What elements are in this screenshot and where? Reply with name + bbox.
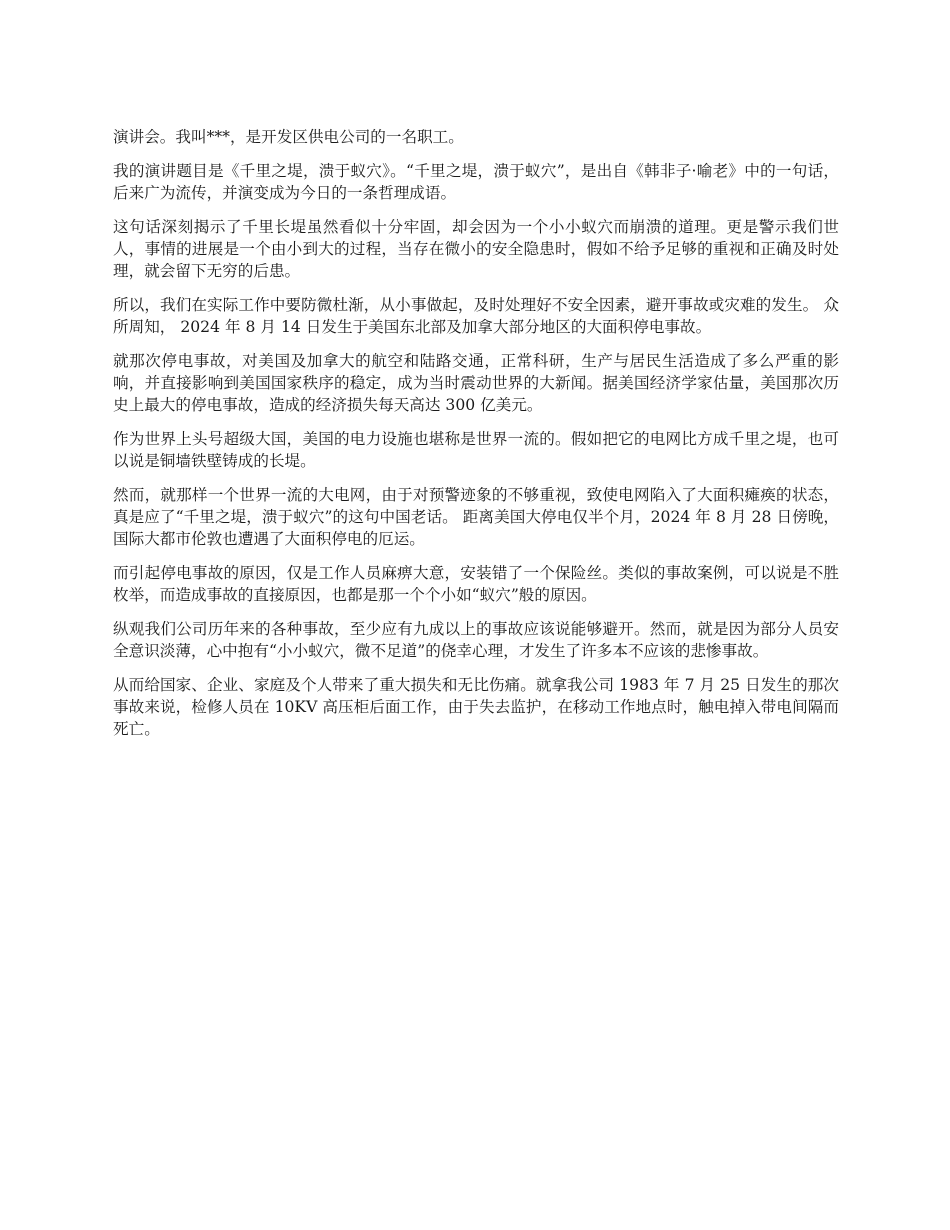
document-body xyxy=(113,126,839,752)
paragraph-company-accidents: 纵观我们公司历年来的各种事故，至少应有九成以上的事故应该说能够避开。然而，就是因为部分人员安全意识淡薄，心中抱有“小小蚁穴，微不足道”的侥幸心理，才发生了许多本不应该的悲惨事故。 xyxy=(113,620,839,660)
paragraph-us-grid: 作为世界上头号超级大国，美国的电力设施也堪称是世界一流的。假如把它的电网比方成千里之堤，也可以说是铜墙铁壁铸成的长堤。 xyxy=(113,430,839,470)
paragraph-intro: 演讲会。我叫***，是开发区供电公司的一名职工。 xyxy=(113,128,464,146)
paragraph-blackout-impact: 就那次停电事故，对美国及加拿大的航空和陆路交通，正常科研，生产与居民生活造成了多么严重的影响，并直接影响到美国国家秩序的稳定，成为当时震动世界的大新闻。据美国经济学家估量，美国那次历史上最大的停电事故，造成的经济损失每天高达 300 亿美元。 xyxy=(113,352,839,414)
paragraph-london: 然而，就那样一个世界一流的大电网，由于对预警迹象的不够重视，致使电网陷入了大面积瘫痪的状态，真是应了“千里之堤，溃于蚁穴”的这句中国老话。 距离美国大停电仅半个月，2024 年 8 月 28 日傍晚，国际大都市伦敦也遭遇了大面积停电的厄运。 xyxy=(113,486,839,548)
paragraph-cause: 而引起停电事故的原因，仅是工作人员麻痹大意，安装错了一个保险丝。类似的事故案例，可以说是不胜枚举，而造成事故的直接原因，也都是那一个个小如“蚁穴”般的原因。 xyxy=(113,564,839,604)
paragraph-1983-accident: 从而给国家、企业、家庭及个人带来了重大损失和无比伤痛。就拿我公司 1983 年 7 月 25 日发生的那次事故来说，检修人员在 10KV 高压柜后面工作，由于失去监护，在移动工作地点时，触电掉入带电间隔而死亡。 xyxy=(113,676,839,738)
paragraph-title: 我的演讲题目是《千里之堤，溃于蚁穴》。“千里之堤，溃于蚁穴”，是出自《韩非子·喻老》中的一句话，后来广为流传，并演变成为今日的一条哲理成语。 xyxy=(113,162,839,202)
paragraph-meaning: 这句话深刻揭示了千里长堤虽然看似十分牢固，却会因为一个小小蚁穴而崩溃的道理。更是警示我们世人，事情的进展是一个由小到大的过程，当存在微小的安全隐患时，假如不给予足够的重视和正确及时处理，就会留下无穷的后患。 xyxy=(113,218,839,280)
paragraph-prevention: 所以，我们在实际工作中要防微杜渐，从小事做起，及时处理好不安全因素，避开事故或灾难的发生。 众所周知， 2024 年 8 月 14 日发生于美国东北部及加拿大部分地区的大面积停电事故。 xyxy=(113,296,839,336)
